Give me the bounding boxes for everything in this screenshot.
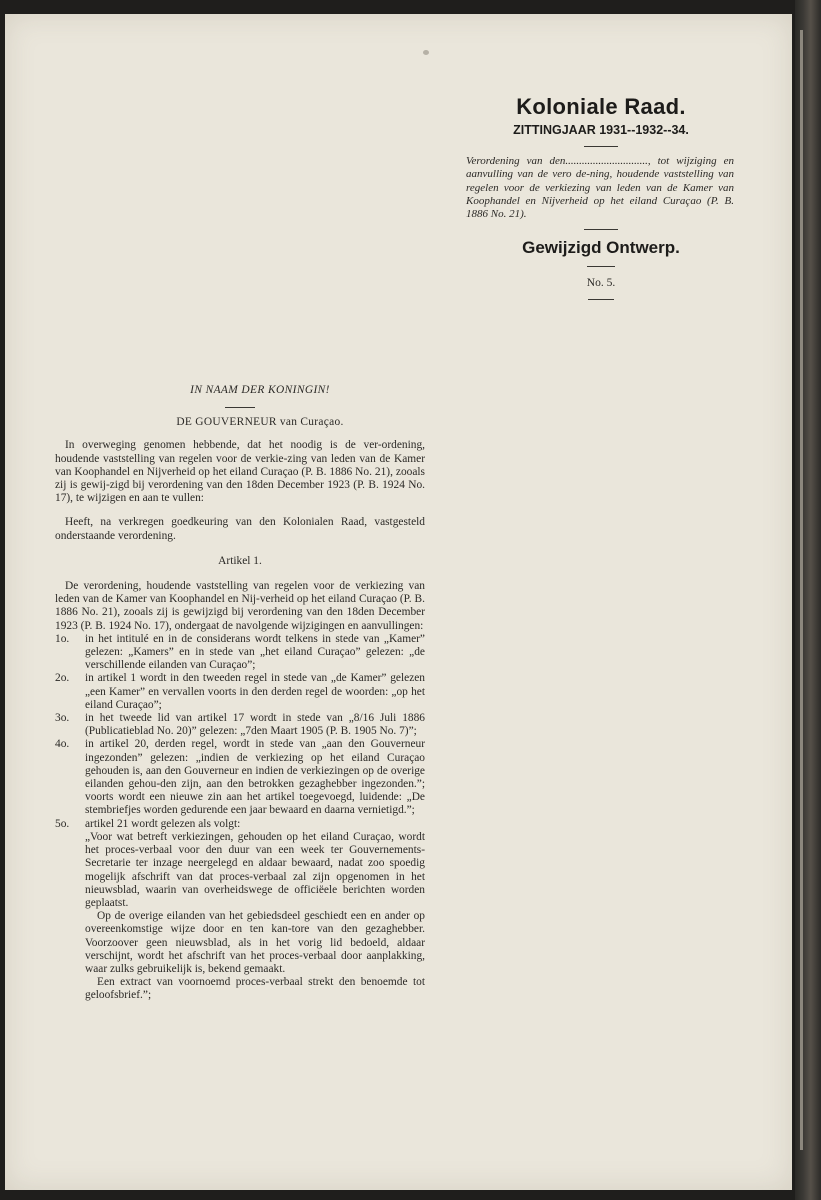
article-heading: Artikel 1.	[218, 554, 262, 567]
article-intro: De verordening, houdende vaststelling van regelen voor de verkiezing van leden van de Kamer van Koophandel en Nij-verheid op het eiland Curaçao (P. B. 1886 No. 21), zooals zij is gewijzigd bij verordening van den 18den December 1923 (P. B. 1924 No. 17), ondergaat de navolgende wijzigingen en aanvullingen:	[55, 580, 425, 632]
item-number: 2o.	[55, 672, 70, 685]
document-page	[5, 14, 792, 1190]
ordinance-description: Verordening van den.............................., tot wijziging en aanvulling van de vero de-ning, houdende vaststelling van regelen voor de verkiezing van leden van de Kamer van Koophandel en Nijverheid op het eiland Curaçao (P. B. 1886 No. 21).	[466, 155, 734, 221]
quote-paragraph: Op de overige eilanden van het gebiedsdeel geschiedt een en ander op overeenkomstige wijze door en ten kan-tore van den gezaghebber. Voorzoover geen nieuwsblad, als in het vorig lid bedoeld, aldaar verschijnt, wordt het afschrift van het proces-verbaal door aanplakking, waar zulks gebruikelijk is, bekend gemaakt.	[85, 910, 425, 975]
item-number: 5o.	[55, 817, 70, 830]
governor-heading: DE GOUVERNEUR van Curaçao.	[176, 416, 344, 429]
item-number: 4o.	[55, 738, 70, 751]
page-edge-line	[800, 30, 803, 1150]
header-divider	[584, 146, 618, 147]
preamble-paragraph: In overweging genomen hebbende, dat het noodig is de ver-ordening, houdende vaststelling van regelen voor de verkie-zing van leden van de Kamer van Koophandel en Nijverheid op het eiland Curaçao (P. B. 1886 No. 21), zooals zij is gewij-zigd bij verordening van den 18den December 1923 (P. B. 1924 No. 17), te wijzigen en aan te vullen:	[55, 439, 425, 505]
list-item	[55, 712, 425, 738]
item-text: artikel 21 wordt gelezen als volgt:	[85, 817, 241, 830]
in-naam-heading: IN NAAM DER KONINGIN!	[190, 384, 330, 396]
approval-paragraph: Heeft, na verkregen goedkeuring van den Kolonialen Raad, vastgesteld onderstaande verordening.	[55, 516, 425, 542]
list-item	[55, 672, 425, 712]
item-text: in artikel 1 wordt in den tweeden regel in stede van „de Kamer” gelezen „een Kamer” en vervallen voorts in den derden regel de woorden: „op het eiland Curaçao”;	[85, 672, 425, 711]
binding-edge	[795, 0, 821, 1200]
list-item	[55, 738, 425, 817]
session-year: ZITTINGJAAR 1931--1932--34.	[513, 123, 689, 137]
document-header	[460, 94, 742, 300]
item-text: in artikel 20, derden regel, wordt in stede van „aan den Gouverneur ingezonden” gelezen: „indien de verkiezing op het eiland Curaçao gehouden is, aan den Gouverneur en indien de verkiezingen op de overige eilanden gehou-den zijn, aan den betrokken gezaghebber ingezonden.”; voorts wordt een nieuwe zin aan het artikel toegevoegd, luidende: „De stembriefjes worden gedurende een jaar bewaard en daarna vernietigd.”;	[85, 738, 425, 817]
header-divider	[588, 299, 614, 300]
item-text: in het tweede lid van artikel 17 wordt in stede van „8/16 Juli 1886 (Publicatieblad No. 20)” gelezen: „7den Maart 1905 (P. B. 1905 No. 7)”;	[85, 712, 425, 738]
header-divider	[584, 229, 618, 230]
header-divider	[587, 266, 615, 267]
draft-label: Gewijzigd Ontwerp.	[522, 238, 680, 258]
council-title: Koloniale Raad.	[516, 94, 686, 119]
quote-paragraph: „Voor wat betreft verkiezingen, gehouden op het eiland Curaçao, wordt het proces-verbaal voor den duur van een week ter Gouvernements-Secretarie ter inzage neergelegd en aldaar bewaard, nadat zoo spoedig mogelijk afschrift van dat proces-verbaal zal zijn opgenomen in het nieuwsblad, waarin van overheidswege de officiëele berichten worden geplaatst.	[85, 830, 425, 909]
paper-speck	[423, 50, 429, 55]
item-number: 3o.	[55, 712, 70, 725]
document-number: No. 5.	[586, 277, 616, 290]
body-divider	[225, 407, 255, 408]
quoted-article-21	[85, 831, 425, 1003]
item-number: 1o.	[55, 632, 70, 645]
document-body	[55, 384, 425, 1003]
quote-paragraph: Een extract van voornoemd proces-verbaal strekt den benoemde tot geloofsbrief.”;	[85, 976, 425, 1002]
list-item	[55, 818, 425, 831]
item-text: in het intitulé en in de considerans wordt telkens in stede van „Kamer” gelezen: „Kamers” en in stede van „het eiland Curaçao” gelezen: „de verschillende eilanden van Curaçao”;	[85, 632, 425, 672]
list-item	[55, 633, 425, 673]
